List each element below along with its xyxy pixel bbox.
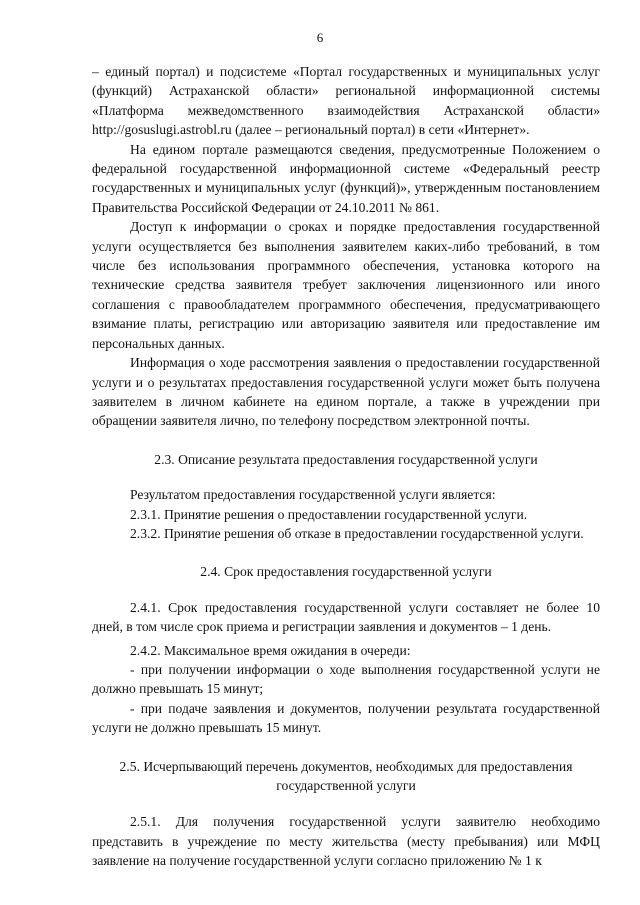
- section-heading-2-4: 2.4. Срок предоставления государственной услуги: [200, 564, 492, 580]
- page-number: 6: [316, 30, 324, 45]
- section-2-3-1: 2.3.1. Принятие решения о предоставлении государственной услуги.: [130, 506, 528, 522]
- paragraph-access-to-information: Доступ к информации о сроках и порядке предоставления государственной услуги осуществляется без выполнения заявителем каких-либо требований, в том числе без использования программного обеспечения, установка которого на технические средства заявителя требует заключения лицензионного или иного соглашения с правообладателем программного обеспечения, предусматривающего взимание платы, регистрацию или авторизацию заявителя или предоставление им персональных данных.: [92, 219, 600, 351]
- section-heading-2-5-line-1: 2.5. Исчерпывающий перечень документов, необходимых для предоставления: [119, 758, 573, 774]
- section-heading-2-3: 2.3. Описание результата предоставления государственной услуги: [154, 451, 538, 467]
- paragraph-application-status: Информация о ходе рассмотрения заявления о предоставлении государственной услуги и о результатах предоставления государственной услуги может быть получена заявителем в личном кабинете на едином портале, а также в учреждении при обращении заявителя лично, по телефону посредством электронной почты.: [92, 355, 600, 429]
- section-2-3-2: 2.3.2. Принятие решения об отказе в предоставлении государственной услуги.: [130, 525, 584, 541]
- section-2-3-intro: Результатом предоставления государственной услуги является:: [130, 487, 496, 503]
- section-2-4-1: 2.4.1. Срок предоставления государственной услуги составляет не более 10 дней, в том числе срок приема и регистрации заявления и документов – 1 день.: [92, 599, 600, 635]
- section-2-5-1: 2.5.1. Для получения государственной услуги заявителю необходимо представить в учреждение по месту жительства (месту пребывания) или МФЦ заявление на получение государственной услуги согласно приложению № 1 к: [92, 814, 600, 869]
- section-heading-2-5-line-2: государственной услуги: [276, 778, 416, 793]
- section-2-4-2: 2.4.2. Максимальное время ожидания в очереди:: [130, 642, 411, 658]
- paragraph-unified-portal-info: На едином портале размещаются сведения, предусмотренные Положением о федеральной государственной информационной системе «Федеральный реестр государственных и муниципальных услуг (функций)», утвержденным постановлением Правительства Российской Федерации от 24.10.2011 № 861.: [92, 141, 600, 215]
- section-2-4-2-item-1: - при получении информации о ходе выполнения государственной услуги не должно превышать 15 минут;: [92, 661, 600, 697]
- section-2-4-2-item-2: - при подаче заявления и документов, получении результата государственной услуги не должно превышать 15 минут.: [92, 700, 600, 736]
- paragraph-portal-continuation: – единый портал) и подсистеме «Портал государственных и муниципальных услуг (функций) Астраханской области» региональной информационной системы «Платформа межведомственного взаимодействия Астраханской области» http://gosuslugi.astrobl.ru (далее – региональный портал) в сети «Интернет».: [92, 64, 600, 138]
- document-body: [92, 62, 600, 871]
